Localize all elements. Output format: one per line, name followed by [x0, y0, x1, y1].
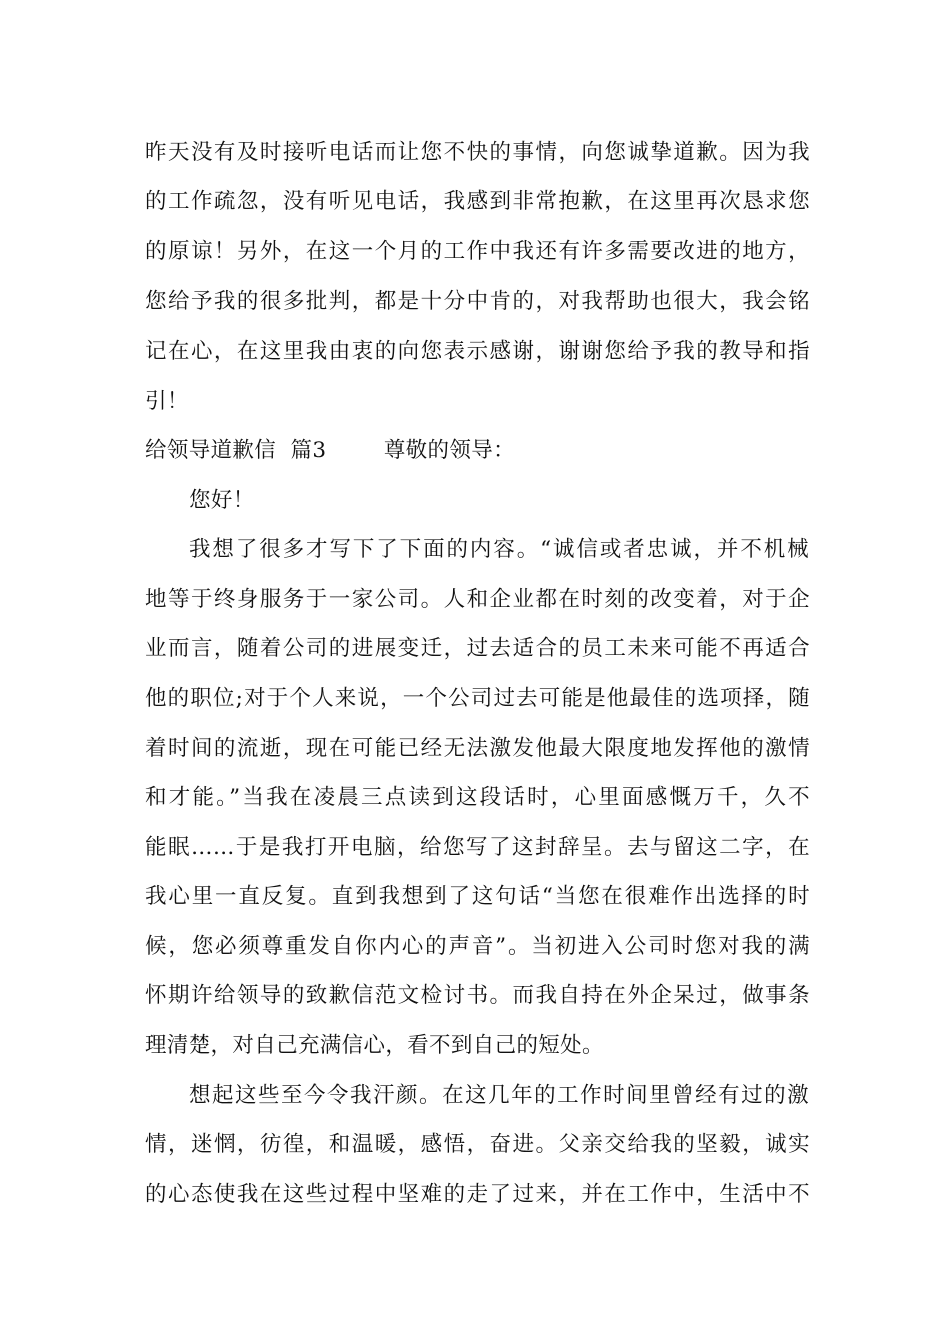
- text-line: 想起这些至今令我汗颜。在这几年的工作时间里曾经有过的激: [189, 1083, 809, 1108]
- text-line: 我心里一直反复。直到我想到了这句话“当您在很难作出选择的时: [145, 884, 810, 909]
- text-line: 业而言，随着公司的进展变迁，过去适合的员工未来可能不再适合: [145, 636, 810, 661]
- text-line: 的工作疏忽，没有听见电话，我感到非常抱歉，在这里再次恳求您: [145, 189, 810, 214]
- text-line: 怀期许给领导的致歉信范文检讨书。而我自持在外企呆过，做事条: [145, 983, 810, 1008]
- text-line: 着时间的流逝，现在可能已经无法激发他最大限度地发挥他的激情: [145, 736, 810, 761]
- text-line: 理清楚，对自己充满信心，看不到自己的短处。: [145, 1033, 604, 1058]
- text-line: 昨天没有及时接听电话而让您不快的事情，向您诚挚道歉。因为我: [145, 140, 810, 165]
- text-line: 引！: [145, 389, 189, 414]
- text-line: 我想了很多才写下了下面的内容。“诚信或者忠诚，并不机械: [189, 537, 809, 562]
- section-heading: 给领导道歉信 篇3 尊敬的领导：: [145, 438, 515, 463]
- text-line: 他的职位;对于个人来说，一个公司过去可能是他最佳的选项择，随: [145, 686, 810, 711]
- text-line: 和才能。”当我在凌晨三点读到这段话时，心里面感慨万千，久不: [145, 785, 810, 810]
- text-line: 的心态使我在这些过程中坚难的走了过来，并在工作中，生活中不: [145, 1182, 810, 1207]
- text-line: 情，迷惘，彷徨，和温暖，感悟，奋进。父亲交给我的坚毅，诚实: [145, 1132, 810, 1157]
- greeting-line: 您好！: [189, 488, 255, 513]
- text-line: 的原谅！另外，在这一个月的工作中我还有许多需要改进的地方，: [145, 239, 810, 264]
- text-line: 地等于终身服务于一家公司。人和企业都在时刻的改变着，对于企: [145, 587, 810, 612]
- text-line: 记在心，在这里我由衷的向您表示感谢，谢谢您给予我的教导和指: [145, 339, 810, 364]
- text-line: 能眠……于是我打开电脑，给您写了这封辞呈。去与留这二字，在: [145, 835, 810, 860]
- text-line: 您给予我的很多批判，都是十分中肯的，对我帮助也很大，我会铭: [145, 289, 810, 314]
- text-line: 候，您必须尊重发自你内心的声音”。当初进入公司时您对我的满: [145, 934, 810, 959]
